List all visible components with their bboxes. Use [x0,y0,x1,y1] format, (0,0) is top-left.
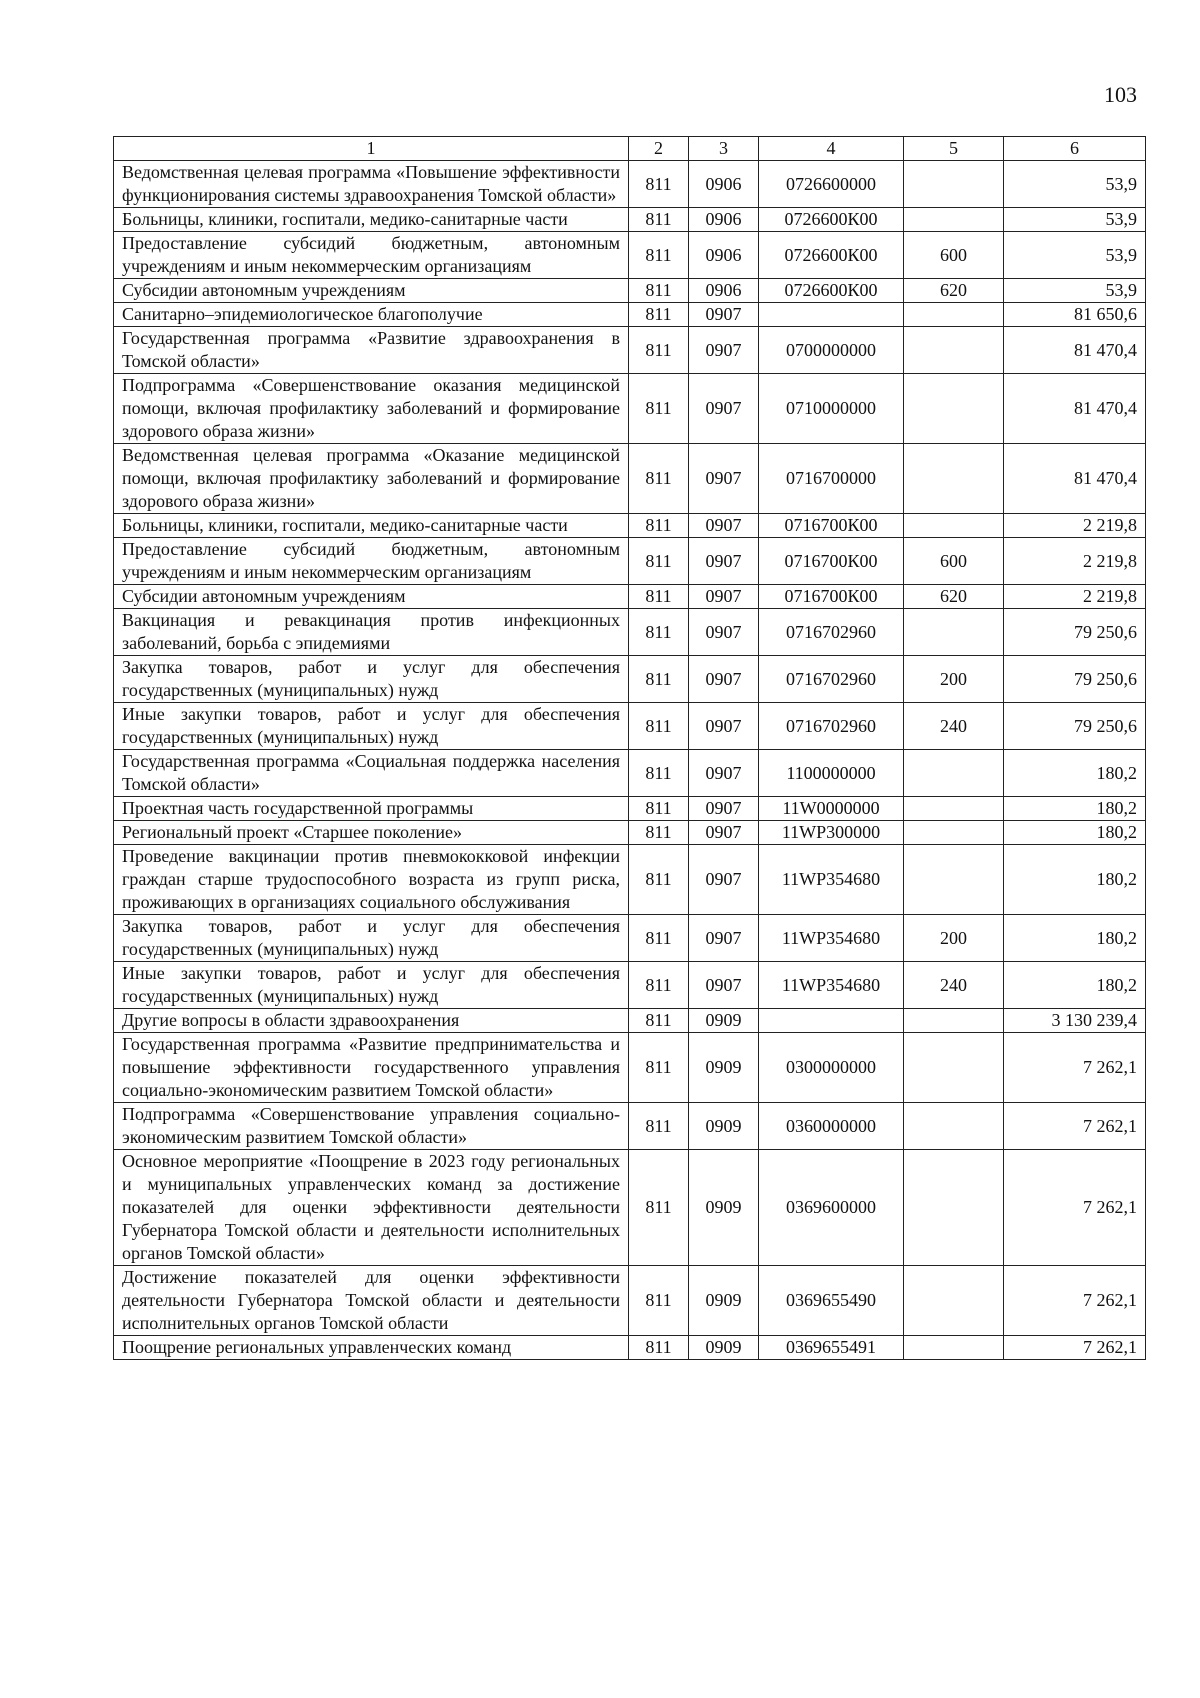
row-amount: 81 470,4 [1004,374,1146,444]
row-type [904,1266,1004,1336]
row-section: 0909 [689,1103,759,1150]
row-type [904,374,1004,444]
table-row [114,845,1146,915]
row-section: 0906 [689,279,759,303]
row-target: 0369655490 [759,1266,904,1336]
row-amount: 7 262,1 [1004,1033,1146,1103]
row-code: 811 [629,232,689,279]
row-code: 811 [629,962,689,1009]
row-type: 620 [904,585,1004,609]
row-type: 200 [904,656,1004,703]
table-row [114,208,1146,232]
table-row [114,1150,1146,1266]
table-row [114,514,1146,538]
row-name: Иные закупки товаров, работ и услуг для обеспечения государственных (муниципальных) нужд [114,962,629,1009]
table-row [114,1009,1146,1033]
row-target: 1100000000 [759,750,904,797]
row-type [904,514,1004,538]
row-section: 0909 [689,1033,759,1103]
row-section: 0906 [689,161,759,208]
row-amount: 53,9 [1004,161,1146,208]
table-row [114,303,1146,327]
row-code: 811 [629,1266,689,1336]
row-section: 0907 [689,327,759,374]
table-row [114,656,1146,703]
row-code: 811 [629,1336,689,1360]
header-cell-type: 5 [904,137,1004,161]
row-amount: 2 219,8 [1004,585,1146,609]
header-cell-name: 1 [114,137,629,161]
row-amount: 180,2 [1004,797,1146,821]
header-row [114,137,1146,161]
row-target: 0726600К00 [759,208,904,232]
row-name: Больницы, клиники, госпитали, медико-санитарные части [114,514,629,538]
table-row [114,1336,1146,1360]
row-code: 811 [629,444,689,514]
row-type [904,208,1004,232]
row-name: Подпрограмма «Совершенствование оказания медицинской помощи, включая профилактику заболеваний и формирование здорового образа жизни» [114,374,629,444]
row-type [904,1150,1004,1266]
row-code: 811 [629,609,689,656]
row-type [904,303,1004,327]
table-row [114,161,1146,208]
table-row [114,1033,1146,1103]
row-amount: 79 250,6 [1004,656,1146,703]
row-type [904,821,1004,845]
row-name: Государственная программа «Развитие здравоохранения в Томской области» [114,327,629,374]
header-cell-code: 2 [629,137,689,161]
row-name: Ведомственная целевая программа «Повышение эффективности функционирования системы здравоохранения Томской области» [114,161,629,208]
row-name: Предоставление субсидий бюджетным, автономным учреждениям и иным некоммерческим организациям [114,538,629,585]
table-row [114,232,1146,279]
row-section: 0907 [689,821,759,845]
row-amount: 180,2 [1004,845,1146,915]
row-type: 620 [904,279,1004,303]
row-section: 0907 [689,303,759,327]
row-code: 811 [629,656,689,703]
row-section: 0907 [689,444,759,514]
row-code: 811 [629,514,689,538]
table-row [114,538,1146,585]
row-code: 811 [629,208,689,232]
row-type: 600 [904,538,1004,585]
row-amount: 81 470,4 [1004,444,1146,514]
row-type: 200 [904,915,1004,962]
table-row [114,609,1146,656]
row-name: Поощрение региональных управленческих команд [114,1336,629,1360]
row-type [904,161,1004,208]
row-amount: 180,2 [1004,821,1146,845]
row-name: Больницы, клиники, госпитали, медико-санитарные части [114,208,629,232]
row-section: 0907 [689,750,759,797]
row-code: 811 [629,845,689,915]
row-target: 0716700000 [759,444,904,514]
row-amount: 7 262,1 [1004,1103,1146,1150]
row-name: Государственная программа «Социальная поддержка населения Томской области» [114,750,629,797]
row-section: 0907 [689,845,759,915]
row-section: 0907 [689,703,759,750]
row-amount: 180,2 [1004,750,1146,797]
row-name: Другие вопросы в области здравоохранения [114,1009,629,1033]
row-target: 0716700К00 [759,514,904,538]
row-amount: 180,2 [1004,962,1146,1009]
row-code: 811 [629,750,689,797]
row-name: Субсидии автономным учреждениям [114,279,629,303]
row-target: 0716702960 [759,609,904,656]
row-amount: 3 130 239,4 [1004,1009,1146,1033]
row-amount: 81 650,6 [1004,303,1146,327]
row-target: 11W0000000 [759,797,904,821]
row-target: 0716702960 [759,703,904,750]
row-name: Закупка товаров, работ и услуг для обеспечения государственных (муниципальных) нужд [114,656,629,703]
row-amount: 53,9 [1004,232,1146,279]
row-target: 0300000000 [759,1033,904,1103]
table-row [114,585,1146,609]
row-code: 811 [629,797,689,821]
row-type [904,845,1004,915]
row-target: 0700000000 [759,327,904,374]
row-target: 0710000000 [759,374,904,444]
row-target: 0716700К00 [759,585,904,609]
row-section: 0907 [689,514,759,538]
table-row [114,327,1146,374]
row-section: 0907 [689,609,759,656]
row-section: 0909 [689,1266,759,1336]
row-type [904,1009,1004,1033]
row-name: Санитарно–эпидемиологическое благополучие [114,303,629,327]
row-type [904,1103,1004,1150]
row-type [904,609,1004,656]
row-section: 0907 [689,374,759,444]
table-row [114,915,1146,962]
row-target: 11WP354680 [759,845,904,915]
row-section: 0907 [689,915,759,962]
row-type: 240 [904,703,1004,750]
row-name: Закупка товаров, работ и услуг для обеспечения государственных (муниципальных) нужд [114,915,629,962]
row-section: 0909 [689,1009,759,1033]
row-name: Вакцинация и ревакцинация против инфекционных заболеваний, борьба с эпидемиями [114,609,629,656]
row-code: 811 [629,915,689,962]
row-code: 811 [629,374,689,444]
budget-table [113,136,1146,1360]
table-row [114,962,1146,1009]
row-name: Иные закупки товаров, работ и услуг для обеспечения государственных (муниципальных) нужд [114,703,629,750]
row-type: 240 [904,962,1004,1009]
row-target: 11WP354680 [759,962,904,1009]
row-section: 0906 [689,232,759,279]
row-amount: 79 250,6 [1004,703,1146,750]
row-section: 0907 [689,797,759,821]
row-target: 11WP354680 [759,915,904,962]
row-type [904,797,1004,821]
row-amount: 53,9 [1004,279,1146,303]
header-cell-section: 3 [689,137,759,161]
row-name: Основное мероприятие «Поощрение в 2023 году региональных и муниципальных управленческих команд за достижение показателей для оценки эффективности деятельности Губернатора Томской области и деятельности исполнительных органов Томской области» [114,1150,629,1266]
row-amount: 7 262,1 [1004,1336,1146,1360]
row-name: Проектная часть государственной программы [114,797,629,821]
row-code: 811 [629,161,689,208]
row-section: 0906 [689,208,759,232]
row-name: Предоставление субсидий бюджетным, автономным учреждениям и иным некоммерческим организациям [114,232,629,279]
row-section: 0907 [689,656,759,703]
row-target [759,303,904,327]
row-code: 811 [629,821,689,845]
row-amount: 2 219,8 [1004,538,1146,585]
row-name: Региональный проект «Старшее поколение» [114,821,629,845]
row-code: 811 [629,703,689,750]
table-row [114,1266,1146,1336]
row-amount: 81 470,4 [1004,327,1146,374]
table-row [114,821,1146,845]
row-name: Достижение показателей для оценки эффективности деятельности Губернатора Томской области и деятельности исполнительных органов Томской области [114,1266,629,1336]
row-type [904,750,1004,797]
row-section: 0907 [689,538,759,585]
row-section: 0907 [689,962,759,1009]
row-name: Подпрограмма «Совершенствование управления социально-экономическим развитием Томской области» [114,1103,629,1150]
row-name: Ведомственная целевая программа «Оказание медицинской помощи, включая профилактику заболеваний и формирование здорового образа жизни» [114,444,629,514]
row-target: 0360000000 [759,1103,904,1150]
row-code: 811 [629,538,689,585]
row-amount: 7 262,1 [1004,1266,1146,1336]
row-amount: 2 219,8 [1004,514,1146,538]
row-section: 0909 [689,1336,759,1360]
header-cell-amount: 6 [1004,137,1146,161]
row-target: 0726600К00 [759,279,904,303]
row-name: Субсидии автономным учреждениям [114,585,629,609]
table-row [114,750,1146,797]
row-target: 0726600000 [759,161,904,208]
table-row [114,703,1146,750]
row-amount: 79 250,6 [1004,609,1146,656]
row-type [904,1033,1004,1103]
row-section: 0909 [689,1150,759,1266]
row-type [904,1336,1004,1360]
header-cell-target: 4 [759,137,904,161]
row-target: 0369600000 [759,1150,904,1266]
row-target: 0369655491 [759,1336,904,1360]
row-type [904,444,1004,514]
row-name: Проведение вакцинации против пневмококковой инфекции граждан старше трудоспособного возраста из групп риска, проживающих в организациях социального обслуживания [114,845,629,915]
row-name: Государственная программа «Развитие предпринимательства и повышение эффективности государственного управления социально-экономическим развитием Томской области» [114,1033,629,1103]
row-code: 811 [629,327,689,374]
row-code: 811 [629,585,689,609]
table-row [114,444,1146,514]
row-target: 11WP300000 [759,821,904,845]
row-code: 811 [629,279,689,303]
table-row [114,797,1146,821]
row-target [759,1009,904,1033]
row-target: 0716702960 [759,656,904,703]
row-target: 0726600К00 [759,232,904,279]
row-type [904,327,1004,374]
row-type: 600 [904,232,1004,279]
row-code: 811 [629,1103,689,1150]
page-number: 103 [1104,82,1137,107]
row-amount: 7 262,1 [1004,1150,1146,1266]
table-row [114,374,1146,444]
row-amount: 180,2 [1004,915,1146,962]
row-section: 0907 [689,585,759,609]
table-row [114,1103,1146,1150]
row-target: 0716700К00 [759,538,904,585]
row-amount: 53,9 [1004,208,1146,232]
row-code: 811 [629,1009,689,1033]
table-row [114,279,1146,303]
row-code: 811 [629,1150,689,1266]
row-code: 811 [629,1033,689,1103]
row-code: 811 [629,303,689,327]
